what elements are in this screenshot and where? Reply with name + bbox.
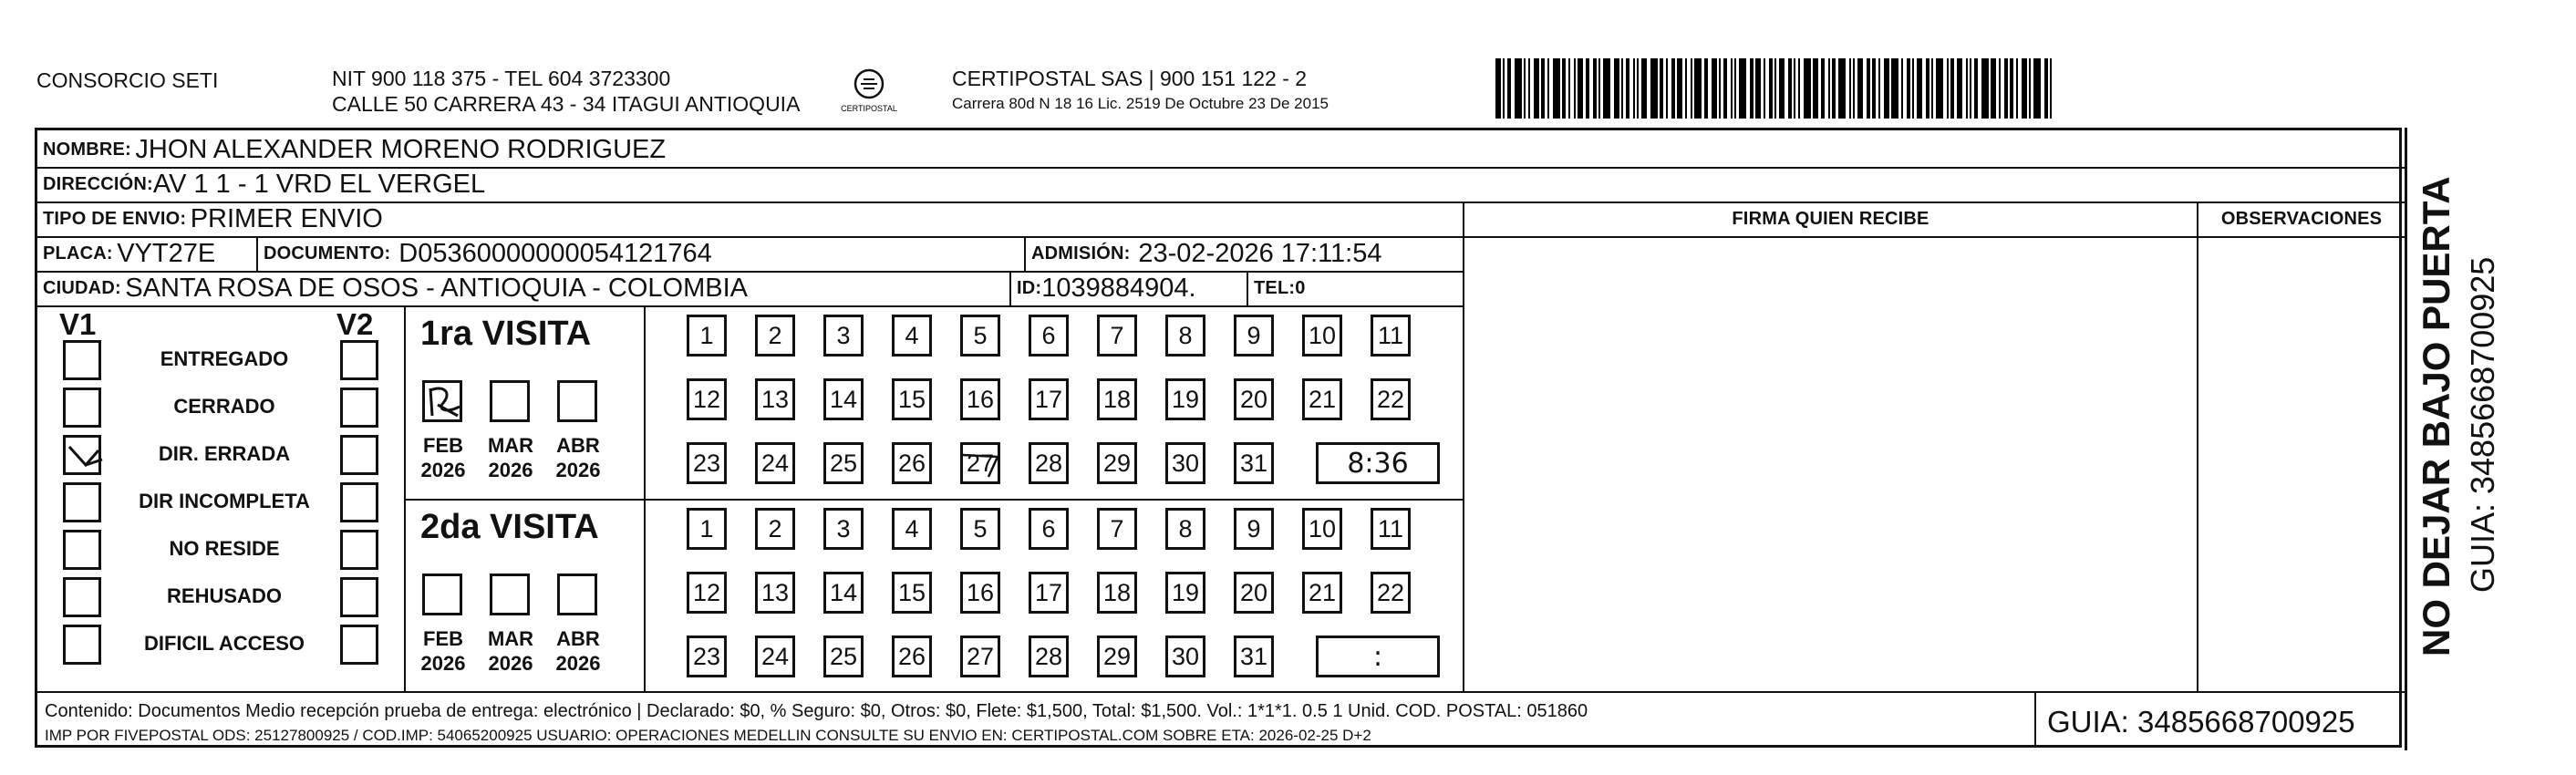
barcode-bar (1547, 58, 1549, 119)
barcode-bar (1872, 58, 1876, 119)
barcode-bar (1891, 58, 1898, 119)
visit2-day-box[interactable]: 17 (1029, 572, 1069, 614)
visit2-day-box[interactable]: 26 (892, 636, 932, 677)
barcode-bar (1650, 58, 1658, 119)
barcode-bar (1853, 58, 1855, 119)
barcode-bar (1794, 58, 1795, 119)
month-label: MAR (487, 627, 534, 650)
tel-label: TEL: (1254, 277, 1296, 298)
id-cell (1017, 271, 1196, 305)
visit1-day-box[interactable]: 31 (1234, 442, 1274, 484)
barcode-bar (1867, 58, 1870, 119)
visit2-day-box[interactable]: 11 (1371, 508, 1411, 550)
visit1-day-box[interactable]: 10 (1302, 315, 1342, 356)
month-label: FEB (423, 434, 463, 457)
barcode-bar (1568, 58, 1570, 119)
visit2-day-box[interactable]: 18 (1097, 572, 1137, 614)
barcode-bar (1515, 58, 1522, 119)
barcode-bar (1593, 58, 1597, 119)
barcode-bar (1774, 58, 1776, 119)
barcode-bar (1912, 58, 1914, 119)
barcode-bar (1832, 58, 1836, 119)
visit2-day-box[interactable]: 8 (1165, 508, 1205, 550)
visit1-day-box[interactable]: 2 (755, 315, 795, 356)
visit2-day-box[interactable]: 14 (823, 572, 864, 614)
visit2-month (546, 626, 610, 676)
barcode-bar (1666, 58, 1668, 119)
tipo-envio-value: PRIMER ENVIO (190, 203, 383, 233)
side-guia: GUIA: 3485668700925 (2464, 256, 2501, 593)
year-label: 2026 (420, 459, 466, 481)
placa-cell (43, 236, 215, 271)
visit1-day-box[interactable]: 5 (960, 315, 1000, 356)
visit2-time-box[interactable]: : (1316, 636, 1440, 677)
barcode-bar (1534, 58, 1539, 119)
visit2-day-box[interactable]: 23 (687, 636, 727, 677)
visit1-month (479, 433, 543, 482)
barcode-bar (1633, 58, 1635, 119)
visit2-day-box[interactable]: 30 (1165, 636, 1205, 677)
visit1-day-box[interactable]: 3 (823, 315, 864, 356)
barcode-bar (1731, 58, 1733, 119)
barcode-bar (1798, 58, 1800, 119)
barcode-bar (1614, 58, 1619, 119)
year-label: 2026 (488, 459, 533, 481)
barcode-bar (2022, 58, 2027, 119)
visit2-month (411, 626, 475, 676)
month-label: ABR (556, 627, 600, 650)
id-label: ID: (1017, 277, 1042, 298)
v2-checkbox-7[interactable] (340, 625, 378, 665)
barcode-bar (1981, 58, 1989, 119)
barcode-bar (1750, 58, 1754, 119)
visit1-day-box[interactable]: 12 (687, 378, 727, 420)
visit1-day-box[interactable]: 30 (1165, 442, 1205, 484)
barcode-bar (1641, 58, 1647, 119)
nit-line: NIT 900 118 375 - TEL 604 3723300 (332, 67, 671, 90)
visit1-day-box[interactable]: 21 (1302, 378, 1342, 420)
barcode-bar (1626, 58, 1629, 119)
barcode-bar (2044, 58, 2048, 119)
visit2-day-box[interactable]: 16 (960, 572, 1000, 614)
visit2-day-box[interactable]: 3 (823, 508, 864, 550)
firma-header: FIRMA QUIEN RECIBE (1732, 208, 1929, 229)
footer-print-line: IMP POR FIVEPOSTAL ODS: 25127800925 / COD.IMP: 54065200925 USUARIO: OPERACIONES MEDELLIN CONSULTE SU ENVIO EN: CERTIPOSTAL.COM SOBRE ETA: 2026-02-25 D+2 (45, 727, 1371, 744)
barcode-bar (1528, 58, 1530, 119)
admision-value: 23-02-2026 17:11:54 (1138, 238, 1382, 268)
address-line: CALLE 50 CARRERA 43 - 34 ITAGUI ANTIOQUIA (332, 92, 801, 116)
carrier-line: CERTIPOSTAL SAS | 900 151 122 - 2 (952, 67, 1308, 90)
documento-value: D05360000000054121764 (398, 238, 712, 268)
admision-label: ADMISIÓN: (1031, 243, 1131, 264)
v2-checkbox-2[interactable] (340, 388, 378, 428)
id-value: 1039884904. (1041, 273, 1196, 303)
barcode (1495, 58, 2225, 119)
barcode-bar (1660, 58, 1663, 119)
v1-checkbox-7[interactable] (63, 625, 101, 665)
visit2-month-checkbox[interactable] (557, 574, 597, 615)
barcode-bar (1723, 58, 1727, 119)
visit1-month-checkbox[interactable] (422, 380, 462, 422)
direccion-label: DIRECCIÓN: (43, 173, 153, 194)
barcode-bar (1719, 58, 1721, 119)
barcode-bar (1553, 58, 1560, 119)
visit1-day-box[interactable]: 4 (892, 315, 932, 356)
visit1-month-checkbox[interactable] (490, 380, 530, 422)
visit1-month (411, 433, 475, 482)
barcode-bar (1931, 58, 1933, 119)
status-label: DIFICIL ACCESO (143, 632, 305, 655)
admision-cell (1031, 236, 1382, 271)
barcode-bar (1637, 58, 1639, 119)
barcode-bar (1562, 58, 1566, 119)
barcode-bar (2010, 58, 2013, 119)
certipostal-logo (837, 66, 901, 117)
tipo-envio-row (43, 202, 383, 236)
ciudad-value: SANTA ROSA DE OSOS - ANTIOQUIA - COLOMBIA (125, 273, 749, 303)
visit1-day-box[interactable]: 8 (1165, 315, 1205, 356)
v2-checkbox-1[interactable] (340, 340, 378, 380)
placa-label: PLACA: (43, 243, 113, 264)
documento-label: DOCUMENTO: (264, 243, 391, 264)
v2-header: V2 (336, 307, 374, 341)
visit1-day-box[interactable]: 14 (823, 378, 864, 420)
visit1-month-checkbox[interactable] (557, 380, 597, 422)
visit1-day-box[interactable]: 13 (755, 378, 795, 420)
visit2-day-box[interactable]: 28 (1029, 636, 1069, 677)
visit2-day-box[interactable]: 29 (1097, 636, 1137, 677)
v2-checkbox-3[interactable] (340, 435, 378, 475)
visit2-day-box[interactable]: 15 (892, 572, 932, 614)
visit1-day-box[interactable]: 7 (1097, 315, 1137, 356)
visit1-day-box[interactable]: 28 (1029, 442, 1069, 484)
barcode-bar (2004, 58, 2008, 119)
v1-checkbox-3[interactable] (63, 435, 101, 475)
ciudad-label: CIUDAD: (43, 277, 121, 298)
barcode-bar (1495, 58, 1501, 119)
no-dejar-bajo-puerta: NO DEJAR BAJO PUERTA (2415, 176, 2457, 656)
year-label: 2026 (555, 652, 601, 675)
visit2-month-checkbox[interactable] (422, 574, 462, 615)
barcode-bar (1947, 58, 1949, 119)
v1-checkbox-2[interactable] (63, 388, 101, 428)
barcode-bar (1788, 58, 1792, 119)
barcode-bar (1957, 58, 1962, 119)
barcode-bar (2050, 58, 2052, 119)
v2-checkbox-6[interactable] (340, 577, 378, 617)
status-label: DIR INCOMPLETA (139, 490, 310, 512)
visit2-day-box[interactable]: 6 (1029, 508, 1069, 550)
documento-cell (264, 236, 712, 271)
month-label: FEB (423, 627, 463, 650)
barcode-bar (1828, 58, 1830, 119)
visit2-day-box[interactable]: 24 (755, 636, 795, 677)
barcode-bar (1974, 58, 1978, 119)
barcode-bar (1541, 58, 1545, 119)
visit1-month (546, 433, 610, 482)
barcode-bar (1970, 58, 1971, 119)
visit1-time-box[interactable]: 8:36 (1316, 442, 1440, 484)
tel-cell (1254, 271, 1306, 305)
v2-checkbox-4[interactable] (340, 482, 378, 522)
barcode-bar (2033, 58, 2041, 119)
barcode-bar (1586, 58, 1589, 119)
company-name: CONSORCIO SETI (36, 68, 219, 92)
visit1-day-box[interactable]: 1 (687, 315, 727, 356)
visit2-day-box[interactable]: 7 (1097, 508, 1137, 550)
barcode-bar (1685, 58, 1687, 119)
visit2-day-box[interactable]: 13 (755, 572, 795, 614)
visit2-day-box[interactable]: 9 (1234, 508, 1274, 550)
visit1-day-box[interactable]: 24 (755, 442, 795, 484)
direccion-value: AV 1 1 - 1 VRD EL VERGEL (152, 169, 486, 199)
barcode-bar (1901, 58, 1903, 119)
direccion-row (43, 167, 485, 202)
barcode-bar (1926, 58, 1929, 119)
barcode-bar (1691, 58, 1692, 119)
year-label: 2026 (555, 459, 601, 481)
v1-checkbox-1[interactable] (63, 340, 101, 380)
barcode-bar (1598, 58, 1600, 119)
visit1-day-box[interactable]: 6 (1029, 315, 1069, 356)
barcode-bar (1878, 58, 1880, 119)
barcode-bar (2016, 58, 2018, 119)
visit1-day-box[interactable]: 20 (1234, 378, 1274, 420)
barcode-bar (1507, 58, 1511, 119)
barcode-bar (1999, 58, 2001, 119)
v1-checkbox-5[interactable] (63, 530, 101, 570)
v1-header: V1 (59, 307, 97, 341)
visit1-day-box[interactable]: 9 (1234, 315, 1274, 356)
barcode-bar (1838, 58, 1846, 119)
barcode-bar (1769, 58, 1773, 119)
visit2-day-box[interactable]: 4 (892, 508, 932, 550)
visit1-day-box[interactable]: 26 (892, 442, 932, 484)
nombre-row (43, 132, 666, 167)
barcode-bar (2029, 58, 2031, 119)
visit1-day-box[interactable]: 27 (960, 442, 1000, 484)
tipo-envio-label: TIPO DE ENVIO: (43, 208, 187, 229)
barcode-bar (1813, 58, 1818, 119)
status-label: CERRADO (173, 395, 275, 418)
footer-content-line: Contenido: Documentos Medio recepción prueba de entrega: electrónico | Declarado: $0, % Seguro: $0, Otros: $0, Flete: $1,500, Total: $1,500. Vol.: 1*1*1. 0.5 1 Unid. COD. POSTAL: 051860 (45, 701, 1588, 721)
visit1-day-box[interactable]: 19 (1165, 378, 1205, 420)
year-label: 2026 (420, 652, 466, 675)
visit2-day-box[interactable]: 2 (755, 508, 795, 550)
barcode-bar (1884, 58, 1889, 119)
barcode-bar (1603, 58, 1610, 119)
visit1-title: 1ra VISITA (420, 315, 592, 353)
visit1-day-box[interactable]: 18 (1097, 378, 1137, 420)
visit1-day-box[interactable]: 25 (823, 442, 864, 484)
visit2-day-box[interactable]: 25 (823, 636, 864, 677)
barcode-bar (1712, 58, 1717, 119)
nombre-label: NOMBRE: (43, 139, 131, 160)
barcode-bar (1917, 58, 1922, 119)
visit1-day-box[interactable]: 17 (1029, 378, 1069, 420)
barcode-bar (1739, 58, 1746, 119)
visit2-day-box[interactable]: 31 (1234, 636, 1274, 677)
barcode-bar (1578, 58, 1583, 119)
barcode-bar (1907, 58, 1910, 119)
visit2-day-box[interactable]: 19 (1165, 572, 1205, 614)
visit2-day-box[interactable]: 1 (687, 508, 727, 550)
visit1-day-box[interactable]: 15 (892, 378, 932, 420)
v1-checkbox-6[interactable] (63, 577, 101, 617)
license-line: Carrera 80d N 18 16 Lic. 2519 De Octubre 23 De 2015 (952, 95, 1329, 112)
visit2-day-box[interactable]: 12 (687, 572, 727, 614)
visit2-day-box[interactable]: 20 (1234, 572, 1274, 614)
status-label: REHUSADO (167, 584, 282, 607)
shipping-label-form (35, 128, 2402, 748)
observaciones-header: OBSERVACIONES (2220, 208, 2383, 229)
v2-checkbox-5[interactable] (340, 530, 378, 570)
svg-text:CERTIPOSTAL: CERTIPOSTAL (841, 104, 897, 113)
year-label: 2026 (488, 652, 533, 675)
status-label: NO RESIDE (169, 537, 280, 560)
barcode-bar (1621, 58, 1623, 119)
month-label: MAR (487, 434, 534, 457)
barcode-bar (1574, 58, 1576, 119)
visit1-day-box[interactable]: 29 (1097, 442, 1137, 484)
barcode-bar (1821, 58, 1825, 119)
barcode-bar (1734, 58, 1736, 119)
visit1-day-box[interactable]: 16 (960, 378, 1000, 420)
visit2-day-box[interactable]: 21 (1302, 572, 1342, 614)
v1-checkbox-4[interactable] (63, 482, 101, 522)
barcode-bar (1849, 58, 1851, 119)
barcode-bar (1503, 58, 1505, 119)
visit1-day-box[interactable]: 22 (1371, 378, 1411, 420)
status-label: ENTREGADO (160, 347, 289, 370)
visit2-month (479, 626, 543, 676)
barcode-bar (1950, 58, 1954, 119)
barcode-bar (1755, 58, 1761, 119)
placa-value: VYT27E (117, 238, 216, 268)
visit2-title: 2da VISITA (420, 508, 599, 546)
status-label: DIR. ERRADA (158, 442, 291, 465)
barcode-bar (1694, 58, 1702, 119)
ciudad-cell (43, 271, 748, 305)
barcode-bar (1936, 58, 1943, 119)
barcode-bar (1804, 58, 1811, 119)
barcode-bar (1677, 58, 1682, 119)
visit2-day-box[interactable]: 27 (960, 636, 1000, 677)
barcode-bar (1764, 58, 1765, 119)
visit2-day-box[interactable]: 5 (960, 508, 1000, 550)
tel-value: 0 (1295, 277, 1306, 298)
barcode-bar (1704, 58, 1708, 119)
visit2-month-checkbox[interactable] (490, 574, 530, 615)
footer-guia: GUIA: 3485668700925 (2047, 705, 2355, 739)
visit2-day-box[interactable]: 10 (1302, 508, 1342, 550)
visit2-day-box[interactable]: 22 (1371, 572, 1411, 614)
barcode-bar (1779, 58, 1785, 119)
barcode-bar (1524, 58, 1526, 119)
visit1-day-box[interactable]: 23 (687, 442, 727, 484)
barcode-bar (1671, 58, 1675, 119)
visit1-day-box[interactable]: 11 (1371, 315, 1411, 356)
barcode-bar (1966, 58, 1968, 119)
barcode-bar (1857, 58, 1863, 119)
barcode-bar (1991, 58, 1996, 119)
month-label: ABR (556, 434, 600, 457)
nombre-value: JHON ALEXANDER MORENO RODRIGUEZ (135, 134, 667, 164)
